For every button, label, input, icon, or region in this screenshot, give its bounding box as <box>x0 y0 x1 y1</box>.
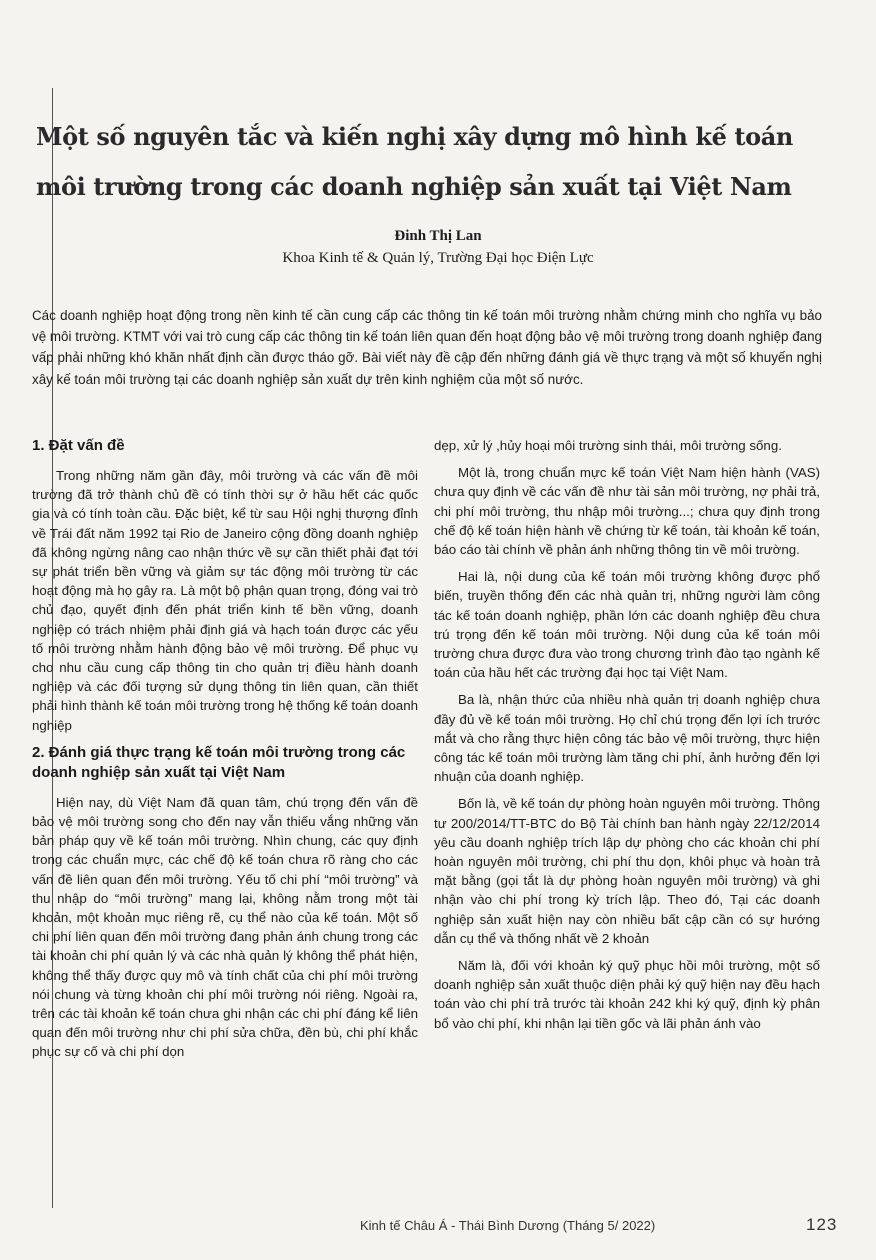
section-2-paragraph: Hiện nay, dù Việt Nam đã quan tâm, chú trọng đến vấn đề bảo vệ môi trường song cho đến nay vẫn thiếu vắng những văn bản pháp quy về kế toán môi trường. Nhìn chung, các quy định trong các chuẩn mực, các chế độ kế toán chưa rõ ràng cho các vấn đề liên quan đến môi trường. Yếu tố chi phí “môi trường” và thu nhập do “môi trường” mang lại, không nằm trong một tài khoản, một khoản mục riêng rẽ, cụ thể nào của kế toán. Một số chi phí liên quan đến môi trường đang phản ánh chung trong các tài khoản chi phí quản lý và các nhà quản lý không thể phát hiện, không thể thấy được quy mô và tính chất của chi phí môi trường nói chung và từng khoản chi phí môi trường nói riêng. Ngoài ra, trên các tài khoản kế toán chưa ghi nhận các chi phí đáng kể liên quan đến môi trường như chi phí sửa chữa, đền bù, chi phí khắc phục sự cố và chi phí dọn <box>32 794 418 1060</box>
page-number: 123 <box>806 1215 838 1234</box>
left-column <box>32 432 418 1070</box>
title-line-1: Một số nguyên tắc và kiến nghị xây dựng mô hình kế toán <box>36 122 793 151</box>
title-line-2: môi trường trong các doanh nghiệp sản xuất tại Việt Nam <box>36 172 792 201</box>
paragraph-nam-la: Năm là, đối với khoản ký quỹ phục hồi môi trường, một số doanh nghiệp sản xuất thuộc diện phải ký quỹ hiện nay đều hạch toán vào chi phí trả trước tài khoản 242 khi ký quỹ, định kỳ phân bổ vào chi phí, khi nhận lại tiền gốc và lãi phản ánh vào <box>434 958 820 1031</box>
paragraph-ba-la: Ba là, nhận thức của nhiều nhà quản trị doanh nghiệp chưa đầy đủ về kế toán môi trường. Họ chỉ chú trọng đến lợi ích trước mắt và cho rằng thực hiện công tác bảo vệ môi trường, thực hiện công tác kế toán môi trường làm tăng chi phí, ảnh hưởng đến lợi nhuận của doanh nghiệp. <box>434 692 820 785</box>
paragraph-hai-la: Hai là, nội dung của kế toán môi trường không được phổ biến, truyền thống đến các nhà quản trị, những người làm công tác kế toán doanh nghiệp, phần lớn các doanh nghiệp đều chưa trú trọng đến kế toán môi trường. Nội dung của kế toán môi trường chưa được đưa vào trong chương trình đào tạo ngành kế toán của hầu hết các trường đại học tại Việt Nam. <box>434 569 820 681</box>
paragraph-mot-la: Một là, trong chuẩn mực kế toán Việt Nam hiện hành (VAS) chưa quy định về các vấn đề như tài sản môi trường, nợ phải trả, chi phí môi trường, thu nhập môi trường...; chưa quy định trong chế độ kế toán hiện hành về chứng từ kế toán, tài khoản kế toán, báo cáo tài chính về phản ánh những thông tin về môi trường. <box>434 465 820 558</box>
article-title <box>36 112 836 212</box>
section-1-heading: 1. Đặt vấn đề <box>32 437 125 454</box>
author-name: Đinh Thị Lan <box>394 228 482 244</box>
section-2-heading: 2. Đánh giá thực trạng kế toán môi trường trong các doanh nghiệp sản xuất tại Việt Nam <box>32 743 406 781</box>
abstract: Các doanh nghiệp hoạt động trong nền kinh tế cần cung cấp các thông tin kế toán môi trường nhằm chứng minh cho nghĩa vụ bảo vệ môi trường. KTMT với vai trò cung cấp các thông tin kế toán liên quan đến hoạt động bảo vệ môi trường trong doanh nghiệp đang vấp phải những khó khăn nhất định cần được tháo gỡ. Bài viết này đề cập đến những đánh giá về thực trạng và một số khuyến nghị xây kế toán môi trường tại các doanh nghiệp sản xuất dự trên kinh nghiệm của một số nước. <box>32 308 822 387</box>
paragraph-bon-la: Bốn là, về kế toán dự phòng hoàn nguyên môi trường. Thông tư 200/2014/TT-BTC do Bộ Tài chính ban hành ngày 22/12/2014 yêu cầu doanh nghiệp trích lập dự phòng cho các khoản chi phí hoàn nguyên môi trường, chi phí thu dọn, khôi phục và hoàn trả mặt bằng (gọi tắt là dự phòng hoàn nguyên môi trường) và ghi nhận vào chi phí trong kỳ trích lập. Theo đó, Tại các doanh nghiệp sản xuất hiện nay còn nhiều bất cập cần có sự hướng dẫn cụ thể và thống nhất về 2 khoản <box>434 796 820 946</box>
continued-paragraph: dẹp, xử lý ,hủy hoại môi trường sinh thái, môi trường sống. <box>434 438 782 453</box>
footer-journal-name: Kinh tế Châu Á - Thái Bình Dương (Tháng 5/ 2022) <box>360 1218 656 1233</box>
author-affiliation: Khoa Kinh tế & Quản lý, Trường Đại học Điện Lực <box>282 250 594 266</box>
right-column <box>434 436 820 1041</box>
section-1-paragraph: Trong những năm gần đây, môi trường và các vấn đề môi trường đã trở thành chủ đề có tính thời sự ở hầu hết các quốc gia và có tính toàn cầu. Đặc biệt, kể từ sau Hội nghị thượng đỉnh về Trái đất năm 1992 tại Rio de Janeiro cộng đồng doanh nghiệp đã không ngừng nâng cao nhận thức về sự cần thiết phải đạt tới sự phát triển bền vững và giảm sự tác động môi trường từ các hoạt động mà họ gây ra. Là một bộ phận quan trọng, đóng vai trò chủ đạo, quyết định đến phát triển kinh tế bền vững, doanh nghiệp có trách nhiệm phải định giá và hạch toán được các yếu tố môi trường nhằm hành động bảo vệ môi trường. Để phục vụ cho nhu cầu cung cấp thông tin cho quản trị điều hành doanh nghiệp và các đối tượng sử dụng thông tin liên quan, cần thiết phải hình thành kế toán môi trường trong hệ thống kế toán doanh nghiệp <box>32 468 418 733</box>
